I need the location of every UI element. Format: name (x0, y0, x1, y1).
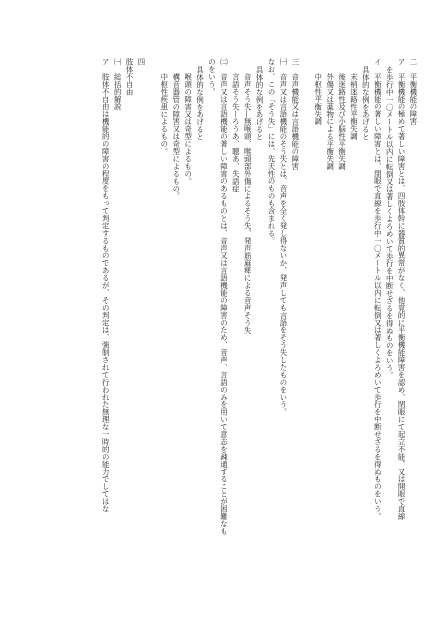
paragraph-line: のをいう。 (207, 58, 217, 96)
list-item: 外傷又は薬物による平衡失調 (325, 73, 335, 170)
list-item: 中枢性平衡失調 (313, 73, 323, 126)
list-item: 後迷路性及び小脳性平衡失調 (337, 73, 347, 170)
paragraph-line: ㈠ 音声又は言語機能のそう失とは、音声を全く発し得ないか、発声しても言語をそう失したものをいう。 (278, 58, 288, 416)
list-item: 構音器管の障害又は奇型によるもの。 (171, 73, 181, 200)
list-item: 言語そう失—ろうあ、聴あ、失語症 (231, 73, 241, 193)
list-item: 喉頭の障害又は奇型によるもの。 (183, 73, 193, 185)
paragraph-line: ア 肢体不自由は機能的の障害の程度をもって判定するものであるが、その判定は、強制されて行われた無理な一時的の能力でしてはな (101, 58, 111, 513)
paragraph-line: なお、この「そう失」には、先天性のものも含まれる。 (267, 58, 277, 245)
list-item: 中枢性疾患によるもの。 (159, 73, 169, 155)
section-heading: 三 音声機能又は言語機能の障害 (290, 58, 300, 170)
paragraph-line: 具体的な例をあげると (361, 65, 371, 140)
list-item: 末梢迷路性平衡失調 (349, 73, 359, 141)
section-heading: 二 平衡機能の障害 (409, 58, 418, 126)
paragraph-line: 具体的な例をあげると (195, 65, 205, 140)
section-gap (301, 58, 312, 618)
section-number: 四 (136, 58, 146, 73)
paragraph-line: を歩行中一〇メートル以内に転倒又は著しくよろめいて歩行を中断せざるを得ぬものをいう。 (385, 65, 395, 379)
section-heading: 肢体不自由 (125, 58, 135, 96)
section-gap (147, 58, 158, 618)
list-item: 音声そう失—無喉頭、喉頭部外傷によるそう失、発声筋麻痺による音声そう失 (243, 73, 253, 334)
vertical-text-body (99, 58, 419, 618)
paragraph-line: ㈡ 音声又は言語機能の著しい障害のあるものとは、音声又は言語機能の障害のため、音声、言語のみを用いて意志を疎通することが困難なも (219, 58, 229, 535)
paragraph-line: ア 平衡機能の極めて著しい障害とは、四肢体幹に器質的異常がなく、他覚的に平衡機能障害を認め、閉眼にて起立不能、又は開眼で直線 (397, 58, 407, 520)
paragraph-line: イ 平衡機能の著しい障害とは、閉眼で直線を歩行中一〇メートル以内に転倒又は著しくよろめいて歩行を中断せざるを得ぬものをいう。 (373, 58, 383, 520)
paragraph-line: 具体的な例をあげると (255, 65, 265, 140)
subsection-heading: ㈠ 総括的解説 (113, 58, 123, 111)
